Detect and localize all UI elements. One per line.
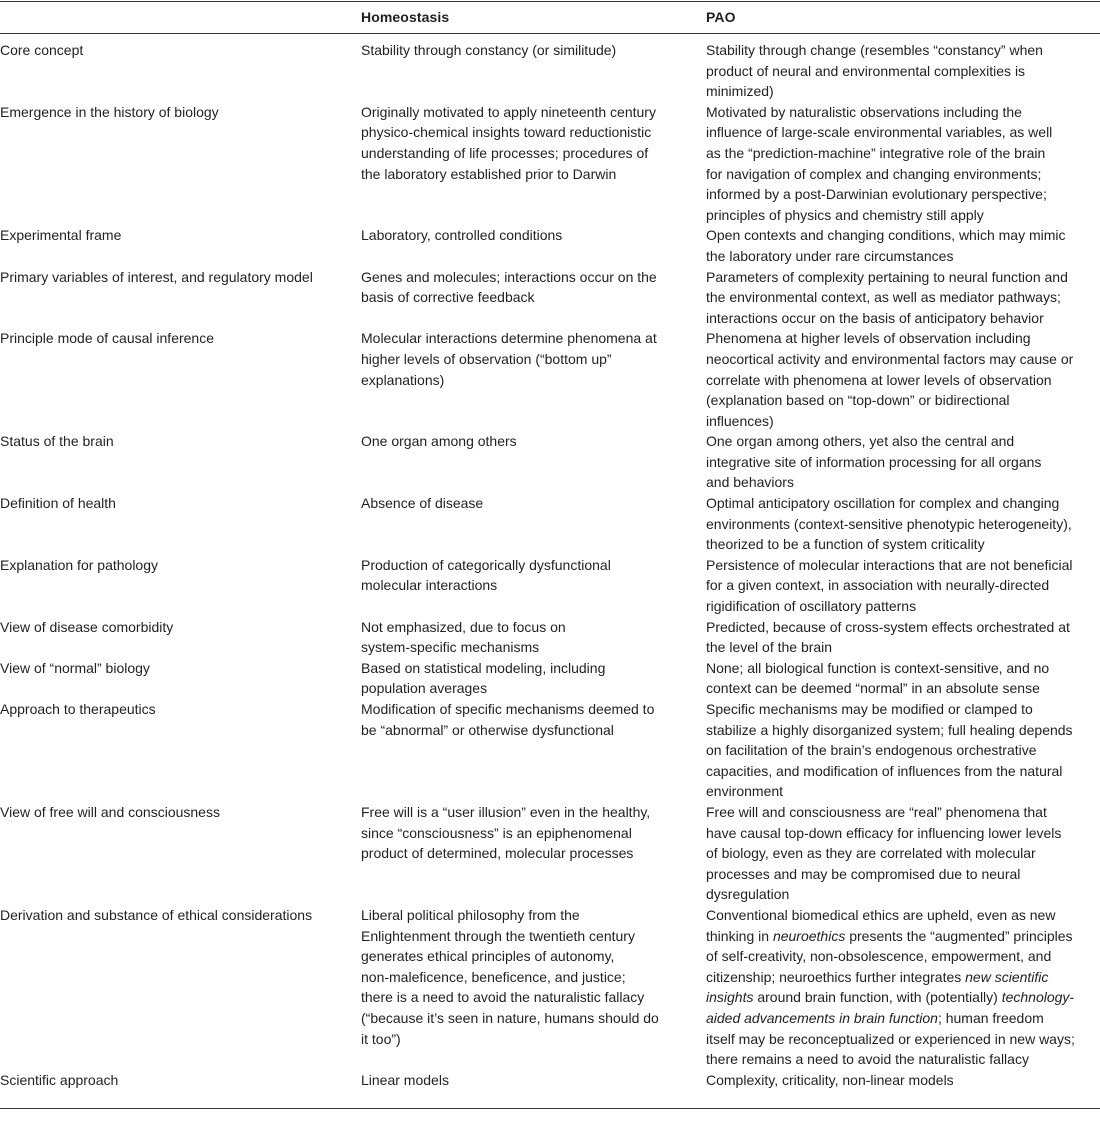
table-row xyxy=(0,431,1100,493)
table-row xyxy=(0,40,1100,102)
row-label: Emergence in the history of biology xyxy=(0,103,219,120)
row-label: Experimental frame xyxy=(0,227,122,244)
table-row xyxy=(0,493,1100,555)
pao-cell: One organ among others, yet also the central and integrative site of information processing for all organs and behaviors xyxy=(706,433,1042,491)
row-label: Scientific approach xyxy=(0,1071,119,1088)
row-label: Principle mode of causal inference xyxy=(0,330,215,347)
row-label: View of free will and consciousness xyxy=(0,803,220,820)
pao-cell: Stability through change (resembles “constancy” when product of neural and environmental complexities is minimized) xyxy=(706,42,1043,100)
homeostasis-cell: Liberal political philosophy from the Enlightenment through the twentieth century generates ethical principles of autonomy, non-maleficence, beneficence, and justice; there is a need to avoid the naturalistic fallacy (“because it’s seen in nature, humans should do it too”) xyxy=(361,906,659,1047)
pao-cell: Specific mechanisms may be modified or clamped to stabilize a highly disorganized system; full healing depends on facilitation of the brain’s endogenous orchestrative capacities, and modification of influences from the natural environment xyxy=(706,701,1073,800)
homeostasis-cell: Genes and molecules; interactions occur on the basis of corrective feedback xyxy=(361,268,657,306)
pao-text: around brain function, with (potentially) xyxy=(753,989,1002,1006)
homeostasis-cell: Based on statistical modeling, including population averages xyxy=(361,659,606,697)
homeostasis-cell: Not emphasized, due to focus on system-specific mechanisms xyxy=(361,618,566,656)
homeostasis-cell: Originally motivated to apply nineteenth century physico-chemical insights toward reductionistic understanding of life processes; procedures of the laboratory established prior to Darwin xyxy=(361,103,656,182)
table-row xyxy=(0,555,1100,617)
table-row xyxy=(0,658,1100,699)
row-label: View of disease comorbidity xyxy=(0,618,174,635)
homeostasis-cell: Absence of disease xyxy=(361,495,484,512)
pao-cell: Phenomena at higher levels of observation including neocortical activity and environmental factors may cause or correlate with phenomena at lower levels of observation (explanation based on “top-down” or bidirectional influences) xyxy=(706,330,1074,429)
table-row xyxy=(0,267,1100,329)
pao-emphasis: new scientific insights xyxy=(706,968,1049,1006)
pao-cell: None; all biological function is context-sensitive, and no context can be deemed “normal” in an absolute sense xyxy=(706,659,1050,697)
row-label: Status of the brain xyxy=(0,433,114,450)
row-label: Core concept xyxy=(0,42,84,58)
pao-emphasis: technology- aided advancements in brain function xyxy=(706,989,1075,1026)
pao-cell: Open contexts and changing conditions, which may mimic the laboratory under rare circumstances xyxy=(706,227,1066,264)
pao-text: ; human freedom itself may be reconceptualized or experienced in new ways; there remains a need to avoid the naturalistic fallacy xyxy=(706,1009,1075,1068)
row-label: Derivation and substance of ethical considerations xyxy=(0,906,313,923)
pao-cell xyxy=(706,905,1100,1070)
row-label: Primary variables of interest, and regulatory model xyxy=(0,268,313,285)
row-label: View of “normal” biology xyxy=(0,659,150,676)
table-row xyxy=(0,905,1100,1070)
comparison-table xyxy=(0,40,1100,1090)
column-header-homeostasis: Homeostasis xyxy=(361,9,450,25)
table-row xyxy=(0,225,1100,266)
pao-cell: Parameters of complexity pertaining to neural function and the environmental context, as well as mediator pathways; interactions occur on the basis of anticipatory behavior xyxy=(706,268,1068,326)
homeostasis-cell: Modification of specific mechanisms deemed to be “abnormal” or otherwise dysfunctional xyxy=(361,701,655,738)
row-label: Definition of health xyxy=(0,495,116,512)
pao-cell: Complexity, criticality, non-linear models xyxy=(706,1071,954,1088)
table-row xyxy=(0,699,1100,802)
table-row xyxy=(0,617,1100,658)
pao-cell: Predicted, because of cross-system effects orchestrated at the level of the brain xyxy=(706,618,1070,656)
homeostasis-cell: Linear models xyxy=(361,1071,449,1088)
table-top-rule xyxy=(0,1,1100,2)
pao-text: presents the “augmented” principles of self-creativity, non-obsolescence, empowerment, and citizenship; neuroethics further integrates xyxy=(706,927,1073,985)
homeostasis-cell: Free will is a “user illusion” even in the healthy, since “consciousness” is an epiphenomenal product of determined, molecular processes xyxy=(361,803,651,862)
homeostasis-cell: Laboratory, controlled conditions xyxy=(361,227,563,244)
homeostasis-cell: Stability through constancy (or similitude) xyxy=(361,42,617,58)
pao-cell: Free will and consciousness are “real” phenomena that have causal top-down efficacy for influencing lower levels of biology, even as they are correlated with molecular processes and may be compromised due to neural dysregulation xyxy=(706,803,1062,903)
table-bottom-rule xyxy=(0,1108,1100,1109)
table-row xyxy=(0,102,1100,226)
table-row xyxy=(0,802,1100,905)
homeostasis-cell: Production of categorically dysfunctional molecular interactions xyxy=(361,556,611,594)
table-row xyxy=(0,328,1100,431)
pao-cell: Motivated by naturalistic observations including the influence of large-scale environmental variables, as well as the “prediction-machine” integrative role of the brain for navigation of complex and changing environments; informed by a post-Darwinian evolutionary perspective; principles of physics and chemistry still apply xyxy=(706,103,1053,223)
row-label: Approach to therapeutics xyxy=(0,701,156,717)
header-rule xyxy=(0,33,1100,34)
pao-cell: Persistence of molecular interactions that are not beneficial for a given context, in association with neurally-directed rigidification of oscillatory patterns xyxy=(706,556,1073,615)
row-label: Explanation for pathology xyxy=(0,556,158,573)
homeostasis-cell: Molecular interactions determine phenomena at higher levels of observation (“bottom up” explanations) xyxy=(361,330,657,388)
pao-cell: Optimal anticipatory oscillation for complex and changing environments (context-sensitive phenotypic heterogeneity), theorized to be a function of system criticality xyxy=(706,495,1072,553)
pao-emphasis: neuroethics xyxy=(772,927,846,944)
homeostasis-cell: One organ among others xyxy=(361,433,517,450)
column-header-pao: PAO xyxy=(706,9,736,25)
table-row xyxy=(0,1070,1100,1091)
pao-text: Conventional biomedical ethics are upheld, even as new thinking in xyxy=(706,906,1056,944)
